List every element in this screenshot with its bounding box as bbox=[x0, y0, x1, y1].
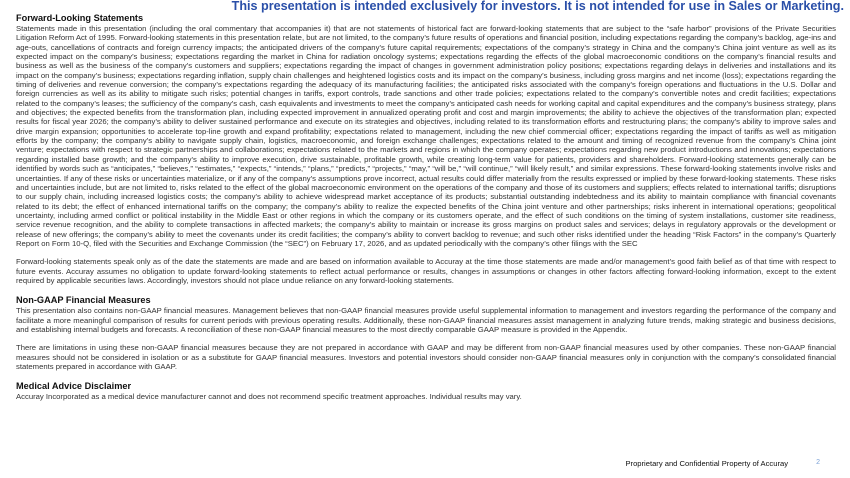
page-number: 2 bbox=[816, 459, 820, 466]
medical-disclaimer-paragraph: Accuray Incorporated as a medical device manufacturer cannot and does not recommend specific treatment approaches. Individual results may vary. bbox=[16, 392, 522, 402]
forward-looking-title: Forward-Looking Statements bbox=[16, 13, 144, 23]
non-gaap-title: Non-GAAP Financial Measures bbox=[16, 295, 151, 306]
forward-looking-paragraph-2: Forward-looking statements speak only as of the date the statements are made and are based on information available to Accuray at the time those statements are made and/or management’s good faith belief as of that time with respect to future events. Accuray assumes no obligation to update forward-looking statements to reflect actual performance or results, changes in assumptions or changes in other factors affecting forward-looking information, except to the extent required by applicable securities laws. Accordingly, investors should not place undue reliance on any forward-looking statements. bbox=[16, 257, 836, 285]
forward-looking-paragraph-1: Statements made in this presentation (including the oral commentary that accompanies it) that are not statements of historical fact are forward-looking statements that are subject to the “safe harbor” provisions of the Private Securities Litigation Reform Act of 1995. Forward-looking statements in this presentation relate, but are not limited, to the company’s future results of operations and financial position, including expectations regarding the company’s backlog, age-ins and age-outs, cancellations of contracts and foreign currency impacts; the anticipated drivers of the company’s future capital requirements; expectations of the company’s strategy in China and the company’s China joint venture as well as its expected impact on the company’s business; expectations regarding the market in China for radiation oncology systems; expectations regarding the effects of the global macroeconomic conditions on the company’s financial results and business as well as the business of the company’s customers and suppliers; expectations regarding the impact of changes in government administration policy positions; expectations regarding delays in deliveries and installations and its impact on the company’s business; expectations regarding inflation, supply chain challenges and heightened logistics costs and its impact on the company’s business, including gross margins and net income (loss); expectations regarding the timing of deliveries and revenue conversion; the company’s expectations regarding the adequacy of its manufacturing facilities; the anticipated risks associated with the company’s foreign operations and fluctuations in the U.S. Dollar and foreign currencies as well as its ability to mitigate such risks; potential changes in tariffs, export controls, trade sanctions and other trade policies; expectations related to the company’s convertible notes and credit facilities; expectations related to the company’s leases; the sufficiency of the company’s cash, cash equivalents and investments to meet the company’s anticipated cash needs for working capital and capital expenditures and the company’s business strategy, plans and objectives; the expected benefits from the transformation plan, including expected improvement in annualized operating profit and cost and margin improvements; the ability to achieve the objectives of the transformation plan; expected results for fiscal year 2026; the company’s ability to deliver sustained performance and execute on its strategies and objectives, including related to its transformation efforts and restructuring plans; the company’s ability to improve sales and drive margin expansion; opportunities to accelerate top-line growth and expand profitability; expectations related to management, including the new chief commercial officer; expectations regarding the impact of tariffs as well as mitigation efforts by the company; the company’s ability to navigate supply chain, logistics, macroeconomic, and foreign exchange challenges; expectations related to the amount and timing of recognized revenue from the company’s China joint venture; expectations with respect to strategic partnerships and collaborations; expectations related to the markets and regions in which the company operates; expectations regarding new product introductions and innovations; expectations regarding installed base growth; and the company’s ability to improve execution, drive sustainable, profitable growth, while creating long-term value for patients, providers and shareholders. Forward-looking statements generally can be identified by words such as “anticipates,” “believes,” “estimates,” “expects,” “intends,” “plans,” “predicts,” “projects,” “may,” “will be,” “will continue,” “will likely result,” and similar expressions. These forward-looking statements involve risks and uncertainties. If any of these risks or uncertainties materialize, or if any of the company’s assumptions prove incorrect, actual results could differ materially from the results expressed or implied by these forward-looking statements. These risks and uncertainties include, but are not limited to, risks related to the effect of the global macroeconomic environment on the operations of the company and those of its customers and suppliers; effects related to international tariffs; disruptions to our supply chain, including increased logistics costs; the company’s ability to achieve widespread market acceptance of its products; substantial outstanding indebtedness and its ability to maintain compliance with financial covenants related to its debt; the effect of enhanced international tariffs on the company; the company’s ability to realize the expected benefits of the China joint venture and other partnerships; risks inherent in international operations; geopolitical uncertainty, including armed conflict or political instability in the Middle East or other regions in which the company or its customers operate, and the effect of such conditions on the timing of system installations, customer site readiness, service revenue recognition, and the ability to complete transactions in affected markets; the company’s ability to maintain or increase its gross margins on product sales and services; delays in regulatory approvals or the development or release of new offerings; the company’s ability to meet the covenants under its credit facilities; the company’s ability to convert backlog to revenue; and such other risks identified under the heading “Risk Factors” in the company’s Quarterly Report on Form 10-Q, filed with the Securities and Exchange Commission (the “SEC”) on February 17, 2026, and as updated periodically with the company’s other filings with the SEC bbox=[16, 24, 836, 248]
disclaimer-content bbox=[16, 12, 836, 402]
non-gaap-paragraph-1: This presentation also contains non-GAAP financial measures. Management believes that non-GAAP financial measures provide useful supplemental information to management and investors regarding the performance of the company and facilitate a more meaningful comparison of results for current periods with previous operating results. Additionally, these non-GAAP financial measures assist management in analyzing future trends, making strategic and business decisions, and establishing internal budgets and forecasts. A reconciliation of these non-GAAP financial measures to the most directly comparable GAAP measure is provided in the Appendix. bbox=[16, 306, 836, 334]
medical-disclaimer-title: Medical Advice Disclaimer bbox=[16, 381, 132, 392]
proprietary-notice: Proprietary and Confidential Property of Accuray bbox=[625, 459, 788, 468]
non-gaap-paragraph-2: There are limitations in using these non-GAAP financial measures because they are not prepared in accordance with GAAP and may be different from non-GAAP financial measures used by other companies. These non-GAAP financial measures should not be considered in isolation or as a substitute for GAAP financial measures. Investors and potential investors should consider non-GAAP financial measures only in conjunction with the company’s consolidated financial statements prepared in accordance with GAAP. bbox=[16, 343, 836, 371]
investor-banner: This presentation is intended exclusively for investors. It is not intended for use in Sales or Marketing. bbox=[231, 0, 844, 13]
